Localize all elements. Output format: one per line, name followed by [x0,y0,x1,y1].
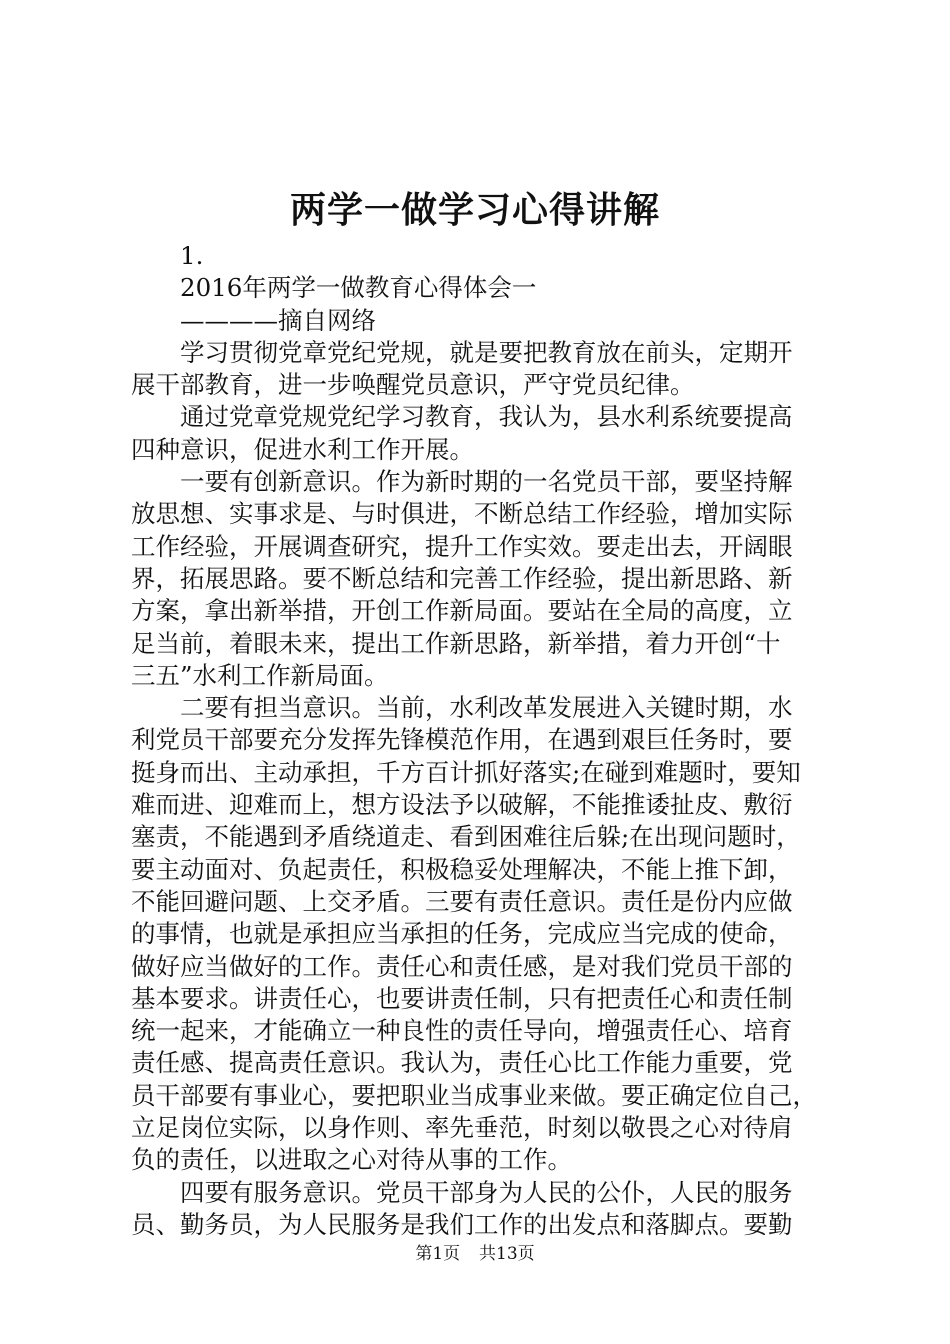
text-line: 员干部要有事业心，要把职业当成事业来做。要正确定位自己， [131,1080,817,1110]
text-line: 挺身而出、主动承担，千方百计抓好落实;在碰到难题时，要知 [131,757,801,787]
text-line: 不能回避问题、上交矛盾。三要有责任意识。责任是份内应做 [131,886,793,916]
text-line: 塞责，不能遇到矛盾绕道走、看到困难往后躲;在出现问题时， [131,822,801,852]
text-line: 工作经验，开展调查研究，提升工作实效。要走出去，开阔眼 [131,531,793,561]
total-pages-label: 共13页 [479,1244,535,1264]
document-title: 两学一做学习心得讲解 [289,189,660,231]
text-line: 利党员干部要充分发挥先锋模范作用，在遇到艰巨任务时，要 [131,725,793,755]
text-line: 界，拓展思路。要不断总结和完善工作经验，提出新思路、新 [131,563,793,593]
paragraph-start-line: 四要有服务意识。党员干部身为人民的公仆，人民的服务 [180,1177,793,1207]
text-line: 责任感、提高责任意识。我认为，责任心比工作能力重要，党 [131,1048,793,1078]
text-line: 员、勤务员，为人民服务是我们工作的出发点和落脚点。要勤 [131,1209,793,1239]
text-line: 1. [180,241,204,270]
text-line: 基本要求。讲责任心，也要讲责任制，只有把责任心和责任制 [131,983,793,1013]
text-line: 足当前，着眼未来，提出工作新思路，新举措，着力开创“十 [131,628,781,658]
text-line: 立足岗位实际，以身作则、率先垂范，时刻以敬畏之心对待肩 [131,1113,793,1143]
text-line: 的事情，也就是承担应当承担的任务，完成应当完成的使命， [131,919,793,949]
paragraph-start-line: 二要有担当意识。当前，水利改革发展进入关键时期，水 [180,693,793,723]
page-footer [0,1243,950,1265]
paragraph-start-line: 学习贯彻党章党纪党规，就是要把教育放在前头，定期开 [180,337,793,367]
text-line: 难而进、迎难而上，想方设法予以破解，不能推诿扯皮、敷衍 [131,790,793,820]
text-line: 方案，拿出新举措，开创工作新局面。要站在全局的高度，立 [131,596,793,626]
text-line: 四种意识，促进水利工作开展。 [131,434,474,464]
current-page-label: 第1页 [415,1244,461,1264]
paragraph-start-line: 通过党章党规党纪学习教育，我认为，县水利系统要提高 [180,402,793,432]
text-line: 统一起来，才能确立一种良性的责任导向，增强责任心、培育 [131,1016,793,1046]
text-line: 要主动面对、负起责任，积极稳妥处理解决，不能上推下卸， [131,854,793,884]
text-line: 2016年两学一做教育心得体会一 [180,273,537,303]
text-line: ————摘自网络 [180,305,376,335]
text-line: 负的责任，以进取之心对待从事的工作。 [131,1145,572,1175]
text-line: 做好应当做好的工作。责任心和责任感，是对我们党员干部的 [131,951,793,981]
text-line: 三五”水利工作新局面。 [131,660,389,690]
text-line: 放思想、实事求是、与时俱进，不断总结工作经验，增加实际 [131,499,793,529]
paragraph-start-line: 一要有创新意识。作为新时期的一名党员干部，要坚持解 [180,467,793,497]
text-line: 展干部教育，进一步唤醒党员意识，严守党员纪律。 [131,370,695,400]
document-body [131,240,839,1241]
